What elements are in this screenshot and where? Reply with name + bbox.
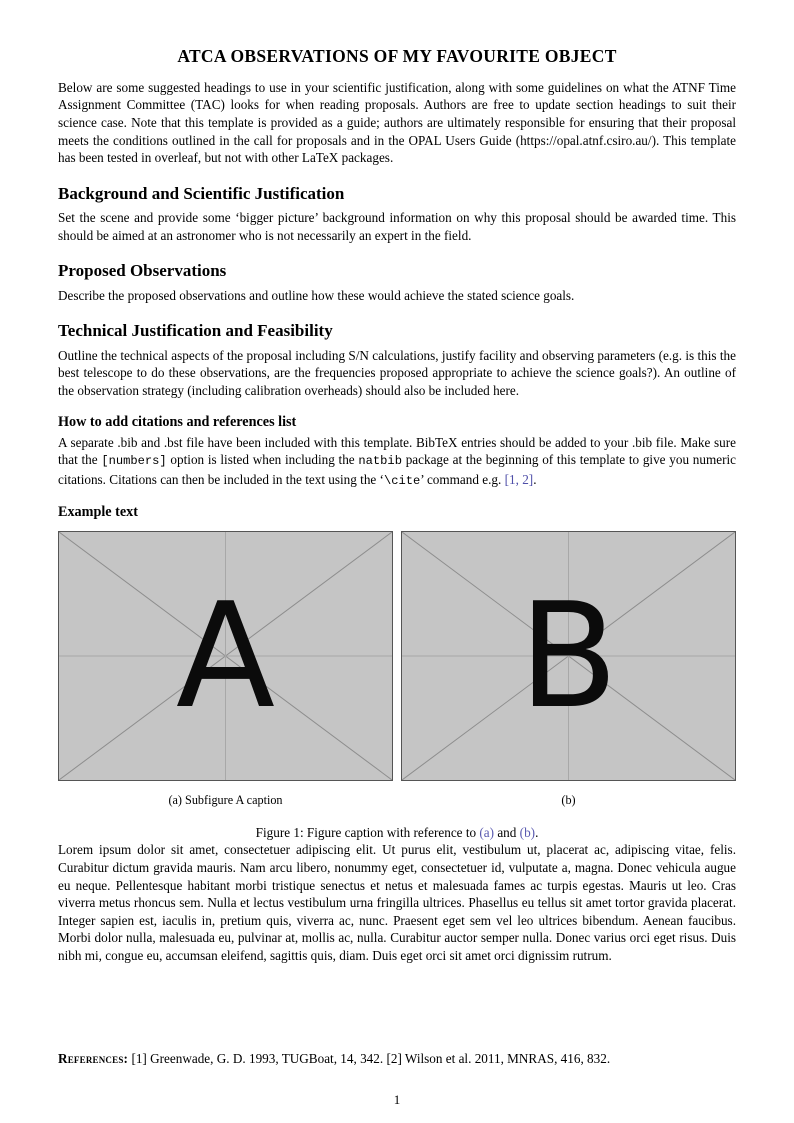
section-paragraph-background: Set the scene and provide some ‘bigger picture’ background information on why this proposal should be awarded time. This should be aimed at an astronomer who is not necessarily an expert in the field. — [58, 210, 736, 243]
code-cite-command: \cite — [383, 473, 421, 488]
citations-text-4: ’ command e.g. — [420, 471, 505, 487]
subfigure-caption-b: (b) — [561, 793, 576, 808]
placeholder-letter-b: B — [518, 571, 619, 741]
figure-caption-prefix: Figure 1: Figure caption with reference to — [255, 825, 480, 841]
code-natbib-package: natbib — [358, 454, 402, 469]
document-title: ATCA OBSERVATIONS OF MY FAVOURITE OBJECT — [177, 46, 617, 66]
intro-paragraph: Below are some suggested headings to use in your scientific justification, along with some guidelines on what the ATNF Time Assignment Committee (TAC) looks for when reading proposals. Authors are free to update section headings to suit their science case. Note that this template is provided as a guide; authors are ultimately responsible for ensuring that their proposal meets the conditions outlined in the call for proposals and in the OPAL Users Guide (https://opal.atnf.csiro.au/). This template has been tested in overleaf, but not with other LaTeX packages. — [58, 79, 736, 166]
subfigure-row — [58, 531, 736, 809]
citation-link-1[interactable]: 1 — [509, 471, 516, 487]
citation-bracket-open: [ — [504, 471, 510, 487]
subfigure-a — [58, 531, 393, 809]
references-label: References: — [58, 1051, 129, 1066]
citation-bracket-close: ] — [528, 471, 534, 487]
figure-1 — [58, 531, 736, 841]
citation-separator: , — [515, 471, 523, 487]
page-number: 1 — [393, 1092, 401, 1107]
placeholder-letter-a: A — [175, 571, 276, 741]
references-entries: [1] Greenwade, G. D. 1993, TUGBoat, 14, 342. [2] Wilson et al. 2011, MNRAS, 416, 832. — [128, 1051, 611, 1066]
section-heading-background: Background and Scientific Justification — [58, 183, 345, 203]
subsection-heading-citations: How to add citations and references list — [58, 413, 297, 430]
page-content — [58, 46, 736, 965]
subsection-paragraph-citations — [58, 434, 736, 491]
lorem-ipsum-paragraph: Lorem ipsum dolor sit amet, consectetuer adipiscing elit. Ut purus elit, vestibulum ut, placerat ac, adipiscing vitae, felis. Curabitur dictum gravida mauris. Nam arcu libero, nonummy eget, consectetuer id, vulputate a, magna. Donec vehicula augue eu neque. Pellentesque habitant morbi tristique senectus et netus et malesuada fames ac turpis egestas. Mauris ut leo. Cras viverra metus rhoncus sem. Nulla et lectus vestibulum urna fringilla ultrices. Phasellus eu tellus sit amet tortor gravida placerat. Integer sapien est, iaculis in, pretium quis, viverra ac, nunc. Praesent eget sem vel leo ultrices bibendum. Aenean faucibus. Morbi dolor nulla, malesuada eu, pulvinar at, mollis ac, nulla. Curabitur auctor semper nulla. Donec varius orci eget risus. Duis nibh mi, congue eu, accumsan eleifend, sagittis quis, diam. Duis eget orci sit amet orci dignissim rutrum. — [58, 842, 736, 963]
citations-text-3: package at the beginning of this template to give you numeric citations. Citations can then be included in the text using the ‘ — [58, 452, 736, 487]
citation-link-2[interactable]: 2 — [522, 471, 529, 487]
figure-reference-link-b[interactable]: (b) — [519, 825, 536, 841]
citations-text-2: option is listed when including the — [166, 452, 359, 468]
section-paragraph-technical-justification: Outline the technical aspects of the proposal including S/N calculations, justify facility and observing parameters (e.g. is this the best telescope to do these observations, are the frequencies proposed appropriate to achieve the science goals?). An outline of the observation strategy (including calibration overheads) should also be included here. — [58, 347, 736, 398]
placeholder-image-a — [58, 531, 393, 781]
subsection-heading-example-text: Example text — [58, 504, 138, 521]
figure-caption — [58, 824, 736, 841]
section-heading-technical-justification: Technical Justification and Feasibility — [58, 321, 333, 341]
references-section — [58, 1050, 736, 1068]
code-numbers-option: [numbers] — [101, 454, 167, 469]
figure-reference-link-a[interactable]: (a) — [479, 825, 495, 841]
section-paragraph-proposed-observations: Describe the proposed observations and outline how these would achieve the stated science goals. — [58, 287, 575, 303]
placeholder-image-b — [401, 531, 736, 781]
section-heading-proposed-observations: Proposed Observations — [58, 261, 227, 281]
subfigure-caption-a: (a) Subfigure A caption — [168, 793, 283, 808]
figure-caption-mid: and — [494, 825, 520, 841]
figure-caption-suffix: . — [535, 825, 539, 841]
citations-text-5: . — [533, 471, 537, 487]
citations-text-1: A separate .bib and .bst file have been included with this template. BibTeX entries should be added to your .bib file. Make sure that the — [58, 434, 736, 468]
subfigure-b — [401, 531, 736, 809]
